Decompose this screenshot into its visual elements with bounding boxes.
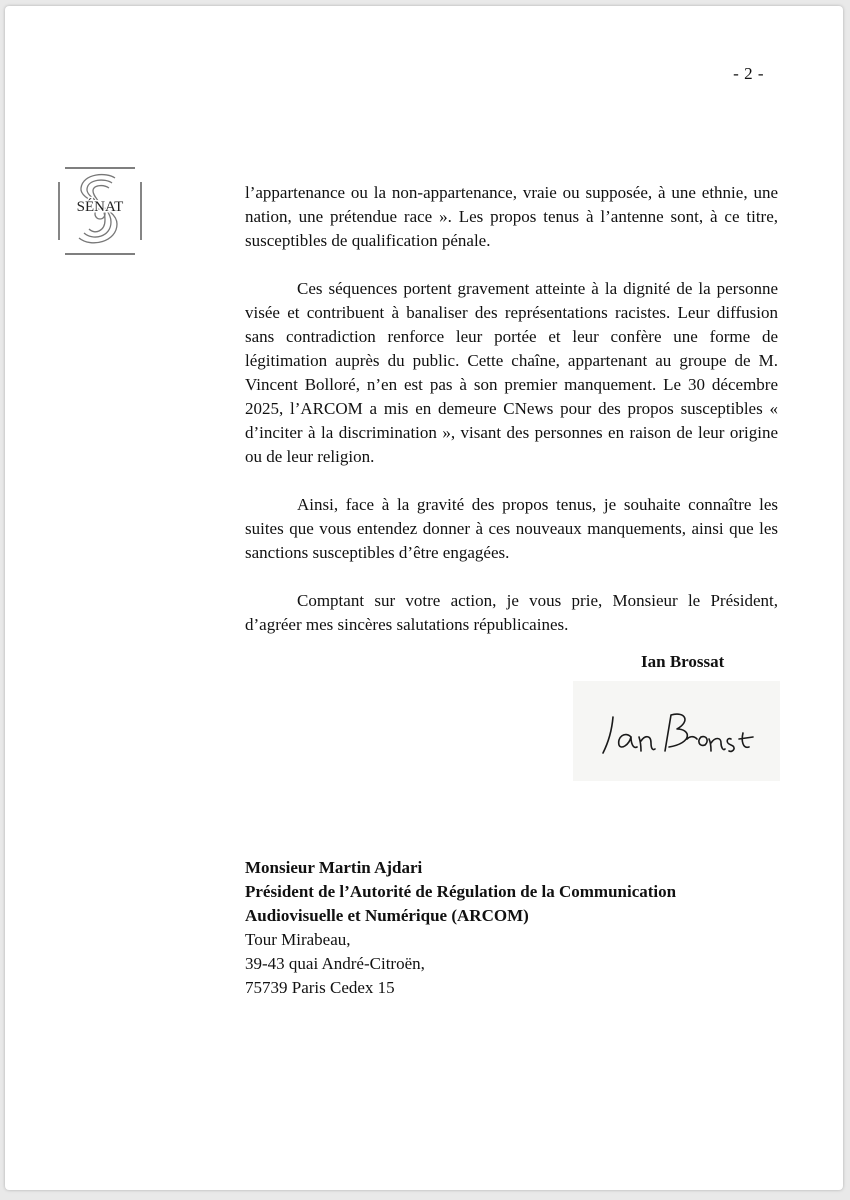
recipient-address-line3: 75739 Paris Cedex 15: [245, 978, 395, 997]
letter-page: [5, 6, 843, 1190]
recipient-name: Monsieur Martin Ajdari: [245, 858, 423, 877]
paragraph-3: Ainsi, face à la gravité des propos tenus, je souhaite connaître les suites que vous entendez donner à ces nouveaux manquements, ainsi que les sanctions susceptibles d’être engagées.: [245, 495, 778, 562]
paragraph-4: Comptant sur votre action, je vous prie, Monsieur le Président, d’agréer mes sincères salutations républicaines.: [245, 591, 778, 634]
recipient-block: [245, 856, 676, 1000]
paragraph-1: l’appartenance ou la non-appartenance, vraie ou supposée, à une ethnie, une nation, une prétendue race ». Les propos tenus à l’antenne sont, à ce titre, susceptibles de qualification pénale.: [245, 183, 778, 250]
handwritten-signature: [573, 681, 780, 781]
recipient-address-line1: Tour Mirabeau,: [245, 930, 351, 949]
recipient-address-line2: 39-43 quai André-Citroën,: [245, 954, 425, 973]
page-number: - 2 -: [733, 64, 764, 83]
senat-logo: [57, 166, 143, 256]
logo-text: SÉNAT: [76, 199, 124, 215]
recipient-title-line1: Président de l’Autorité de Régulation de la Communication: [245, 882, 677, 901]
paragraph-2: Ces séquences portent gravement atteinte à la dignité de la personne visée et contribuent à banaliser des représentations racistes. Leur diffusion sans contradiction renforce leur portée et leur confère une forme de légitimation auprès du public. Cette chaîne, appartenant au groupe de M. Vincent Bolloré, n’en est pas à son premier manquement. Le 30 décembre 2025, l’ARCOM a mis en demeure CNews pour des propos susceptibles « d’inciter à la discrimination », visant des personnes en raison de leur origine ou de leur religion.: [245, 279, 778, 466]
letter-body: [245, 181, 778, 661]
signer-name: Ian Brossat: [641, 652, 725, 671]
recipient-title-line2: Audiovisuelle et Numérique (ARCOM): [245, 906, 529, 925]
